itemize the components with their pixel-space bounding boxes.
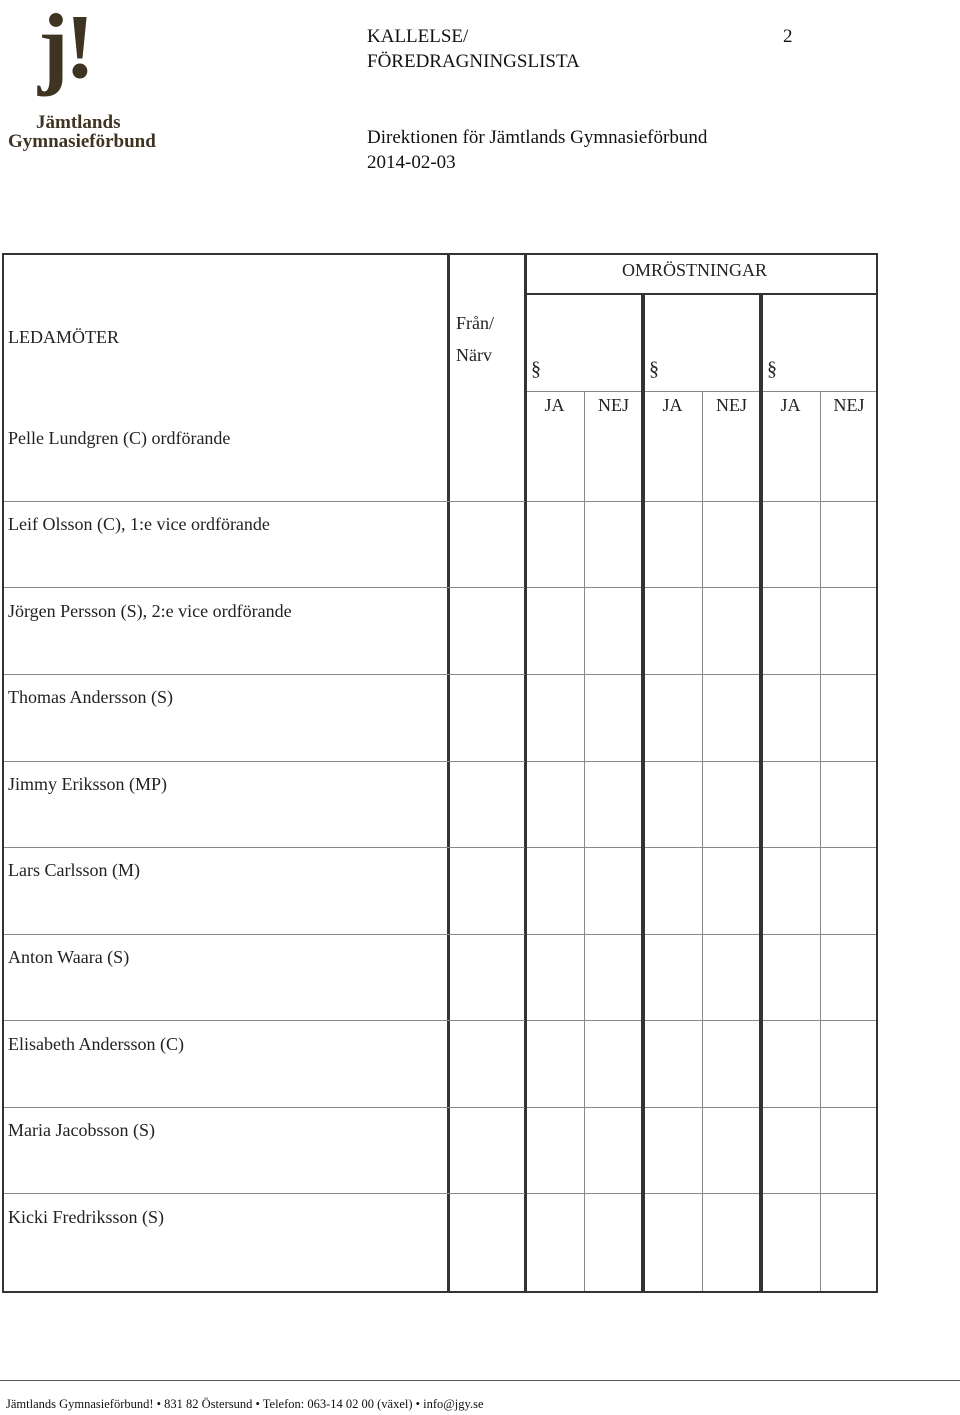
member-name: Pelle Lundgren (C) ordförande — [8, 428, 231, 448]
section-symbol: § — [767, 358, 777, 380]
document-title-line2: FÖREDRAGNINGSLISTA — [367, 51, 580, 72]
footer-contact: Jämtlands Gymnasieförbund! • 831 82 Östersund • Telefon: 063-14 02 00 (växel) • info@jgy.se — [6, 1397, 484, 1411]
member-name: Elisabeth Andersson (C) — [8, 1034, 184, 1054]
presence-column — [448, 253, 526, 1293]
member-name: Jörgen Persson (S), 2:e vice ordförande — [8, 601, 292, 621]
document-date: 2014-02-03 — [367, 152, 456, 173]
logo-mark: j! — [38, 0, 92, 97]
member-name: Leif Olsson (C), 1:e vice ordförande — [8, 514, 270, 534]
vote-column-header: JA — [662, 395, 683, 415]
vote-column-header: NEJ — [833, 395, 865, 415]
section-symbol: § — [649, 358, 659, 380]
member-name: Thomas Andersson (S) — [8, 687, 173, 707]
footer-divider — [0, 1380, 960, 1381]
vote-header-divider — [763, 391, 876, 392]
vote-column-header: JA — [544, 395, 565, 415]
organization-name: Direktionen för Jämtlands Gymnasieförbund — [367, 127, 708, 148]
member-name: Kicki Fredriksson (S) — [8, 1207, 164, 1227]
member-name: Lars Carlsson (M) — [8, 860, 140, 880]
presence-header-line1: Från/ — [456, 313, 494, 333]
vote-column-header: JA — [780, 395, 801, 415]
organization-logo — [8, 0, 156, 155]
member-name: Anton Waara (S) — [8, 947, 130, 967]
logo-text-line1: Jämtlands — [36, 112, 121, 133]
section-symbol: § — [531, 358, 541, 380]
page-number: 2 — [783, 26, 793, 47]
member-name: Jimmy Eriksson (MP) — [8, 774, 168, 794]
vote-column-divider — [820, 391, 821, 1291]
vote-column-divider — [702, 391, 703, 1291]
member-name: Maria Jacobsson (S) — [8, 1120, 155, 1140]
logo-text-line2: Gymnasieförbund — [8, 131, 156, 152]
votes-header: OMRÖSTNINGAR — [622, 260, 768, 280]
presence-header-line2: Närv — [456, 345, 492, 365]
document-title-line1: KALLELSE/ — [367, 26, 469, 47]
vote-column-header: NEJ — [716, 395, 747, 415]
vote-column-divider — [584, 391, 585, 1291]
vote-column-header: NEJ — [598, 395, 629, 415]
members-header: LEDAMÖTER — [8, 327, 119, 347]
vote-header-divider — [645, 391, 759, 392]
vote-header-divider — [527, 391, 641, 392]
